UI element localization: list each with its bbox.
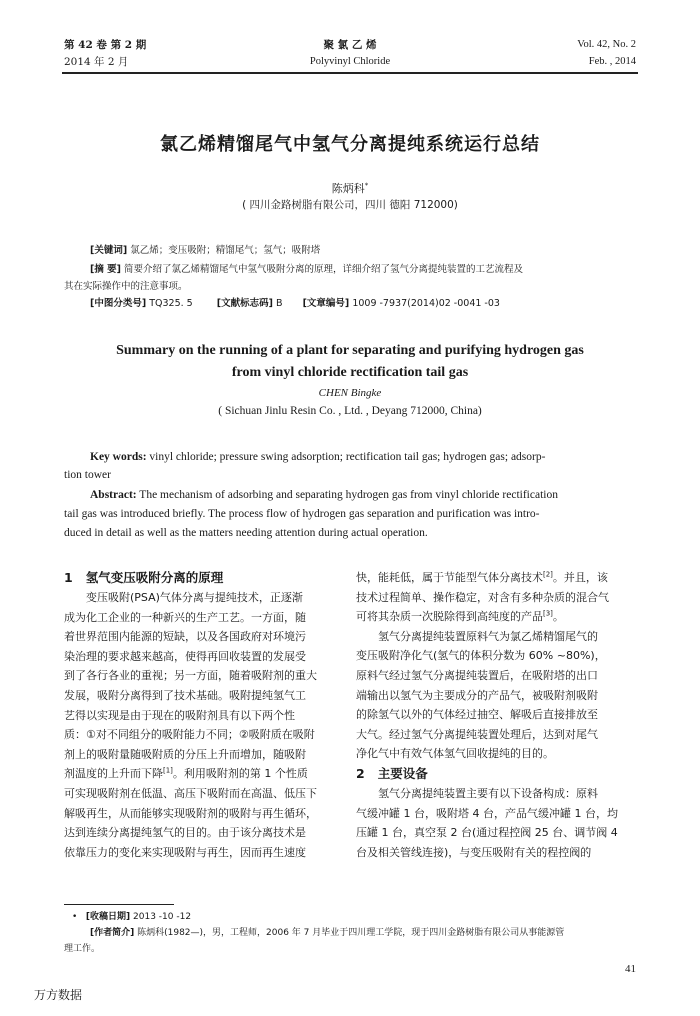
received-date: [72, 910, 191, 924]
right-line: 技术过程简单、操作稳定，对含有多种杂质的混合气: [356, 590, 609, 604]
right-line: 气缓冲罐 1 台，吸附塔 4 台，产品气缓冲罐 1 台，均: [356, 806, 618, 820]
section2-number: 2: [356, 765, 365, 781]
abstract-en-label: Abstract:: [90, 489, 137, 501]
right-line: 氢气分离提纯装置主要有以下设备构成：原料: [378, 786, 598, 800]
right-line: [356, 607, 640, 627]
header-volume-en: Vol. 42, No. 2: [577, 39, 636, 50]
bio-line2: 理工作。: [64, 944, 101, 954]
header-volume-cn: 第 42 卷 第 2 期: [64, 39, 147, 51]
footnote-rule: [64, 904, 174, 905]
affiliation-en: ( Sichuan Jinlu Resin Co. , Ltd. , Deyang 712000, China): [218, 405, 482, 417]
author-bio: [90, 926, 650, 940]
right-line: 大气。经过氢气分离提纯装置处理后，达到对尾气: [356, 727, 598, 741]
received-label: [收稿日期]: [85, 912, 131, 922]
right-line: 台及相关管线连接)，与变压吸附有关的程控阀的: [356, 845, 592, 859]
article-number-label: [文章编号]: [302, 298, 350, 309]
header-date-cn: 2014 年 2 月: [64, 56, 129, 68]
left-line: 剂上的吸附量随吸附质的分压上升而增加，随吸附: [64, 747, 306, 761]
left-line: 质：①对不同组分的吸附能力不同；②吸附质在吸附: [64, 728, 315, 742]
classification-line: [90, 297, 650, 310]
article-number-value: 1009 -7937(2014)02 -0041 -03: [352, 298, 500, 309]
abstract-cn-line2: 其在实际操作中的注意事项。: [64, 281, 188, 292]
left-line: 艺得以实现是由于现在的吸附剂具有以下两个性: [64, 708, 295, 722]
abstract-en-line1: The mechanism of adsorbing and separating hydrogen gas from vinyl chloride rectification: [139, 489, 558, 501]
left-column: [64, 568, 344, 862]
left-line: 解吸再生，从而能够实现吸附剂的吸附与再生循环，: [64, 806, 317, 820]
left-line: 达到连续分离提纯氢气的目的。由于该分离技术是: [64, 826, 306, 840]
abstract-cn: [90, 263, 650, 276]
keywords-en-line2: tion tower: [64, 469, 111, 481]
paper-title-cn: 氯乙烯精馏尾气中氢气分离提纯系统运行总结: [160, 134, 540, 155]
right-line: [356, 568, 640, 588]
author-en: CHEN Bingke: [318, 387, 382, 399]
abstract-en-line3: duced in detail as well as the matters needing attention during actual operation.: [64, 527, 428, 539]
keywords-cn: [90, 244, 320, 257]
header-rule: [62, 72, 638, 74]
keywords-cn-text: 氯乙烯；变压吸附；精馏尾气；氢气；吸附塔: [130, 245, 321, 256]
left-line: 染治理的要求越来越高，使得再回收装置的发展受: [64, 649, 306, 663]
right-line: 变压吸附净化气(氢气的体积分数为 60% ~80%)，: [356, 649, 606, 663]
author-cn-line: [0, 180, 700, 196]
doc-code-label: [文献标志码]: [216, 298, 273, 309]
section1-title: 氢气变压吸附分离的原理: [85, 570, 224, 585]
keywords-en: [90, 448, 650, 467]
right-line: 压罐 1 台，真空泵 2 台(通过程控阀 25 台、调节阀 4: [356, 826, 618, 840]
abstract-en: [90, 486, 650, 505]
received-value: 2013 -10 -12: [133, 912, 192, 922]
left-line: 着世界范围内能源的短缺，以及各国政府对环境污: [64, 630, 306, 644]
citation-3: [3]: [543, 609, 553, 618]
right-column: [356, 568, 640, 862]
right-line: 端输出以氢气为主要成分的产品气，被吸附剂吸附: [356, 688, 598, 702]
bio-label: [作者简介]: [90, 928, 135, 938]
citation-2: [2]: [543, 570, 553, 579]
paper-title-en-line2: from vinyl chloride rectification tail gas: [231, 365, 469, 380]
left-line: 依靠压力的变化来实现吸附与再生，因而再生速度: [64, 845, 306, 859]
author-cn: 陈炳科: [331, 182, 365, 195]
author-mark: *: [364, 181, 369, 190]
left-line: 变压吸附(PSA)气体分离与提纯技术，正逐渐: [86, 591, 303, 604]
right-line: 的除氢气以外的气体经过抽空、解吸后直接排放至: [356, 708, 598, 722]
left-line: 成为化工企业的一种新兴的生产工艺。一方面，随: [64, 610, 306, 624]
header-date-en: Feb. , 2014: [588, 56, 636, 67]
page-number: 41: [625, 963, 636, 975]
footnote-bullet: •: [72, 912, 78, 922]
keywords-en-label: Key words:: [90, 451, 147, 463]
clc-label: [中图分类号]: [90, 298, 147, 309]
right-line: 原料气经过氢气分离提纯装置后，在吸附塔的出口: [356, 668, 598, 682]
left-line: [64, 764, 344, 784]
paper-title-en-line1: Summary on the running of a plant for separating and purifying hydrogen gas: [116, 343, 584, 358]
right-line-text: 。: [552, 610, 564, 624]
keywords-cn-label: [关键词]: [90, 245, 128, 256]
section2-heading: [356, 764, 640, 784]
citation-1: [1]: [163, 766, 173, 775]
left-line: 可实现吸附剂在低温、高压下吸附而在高温、低压下: [64, 786, 317, 800]
right-line: 净化气中有效气体氢气回收提纯的目的。: [356, 747, 554, 761]
section2-title: 主要设备: [377, 765, 428, 781]
watermark: 万方数据: [34, 988, 83, 1002]
left-line-text: 剂温度的上升而下降: [64, 767, 163, 781]
right-line-text: 快，能耗低，属于节能型气体分离技术: [356, 571, 543, 584]
clc-value: TQ325. 5: [149, 298, 193, 309]
affiliation-cn: ( 四川金路树脂有限公司，四川 德阳 712000): [242, 199, 458, 211]
abstract-cn-line1: 简要介绍了氯乙烯精馏尾气中氢气吸附分离的原理，详细介绍了氢气分离提纯装置的工艺流程及: [124, 264, 524, 275]
left-line: 到了各行各业的重视；另一方面，随着吸附剂的重大: [64, 669, 317, 683]
right-line-text: 可将其杂质一次脱除得到高纯度的产品: [356, 610, 543, 624]
bio-line1: 陈炳科(1982—)，男，工程师，2006 年 7 月毕业于四川理工学院，现于四川金路树脂有限公司从事能源管: [137, 928, 565, 938]
abstract-en-line2: tail gas was introduced briefly. The process flow of hydrogen gas separation and purification was intro-: [64, 508, 540, 520]
left-line: 发展，吸附分离得到了技术基础。吸附提纯氢气工: [64, 688, 306, 702]
doc-code-value: B: [276, 298, 283, 309]
abstract-cn-label: [摘 要]: [90, 264, 121, 275]
keywords-en-line1: vinyl chloride; pressure swing adsorption; rectification tail gas; hydrogen gas; adsorp-: [149, 451, 546, 463]
right-line-text: 。并且，该: [552, 571, 608, 584]
header-journal-en: Polyvinyl Chloride: [309, 56, 391, 67]
section1-heading: [64, 568, 344, 588]
section1-number: 1: [64, 570, 73, 585]
right-line: 氢气分离提纯装置原料气为氯乙烯精馏尾气的: [378, 629, 598, 643]
header-journal-cn: 聚 氯 乙 烯: [323, 39, 377, 51]
left-line-text: 。利用吸附剂的第 1 个性质: [172, 767, 308, 781]
